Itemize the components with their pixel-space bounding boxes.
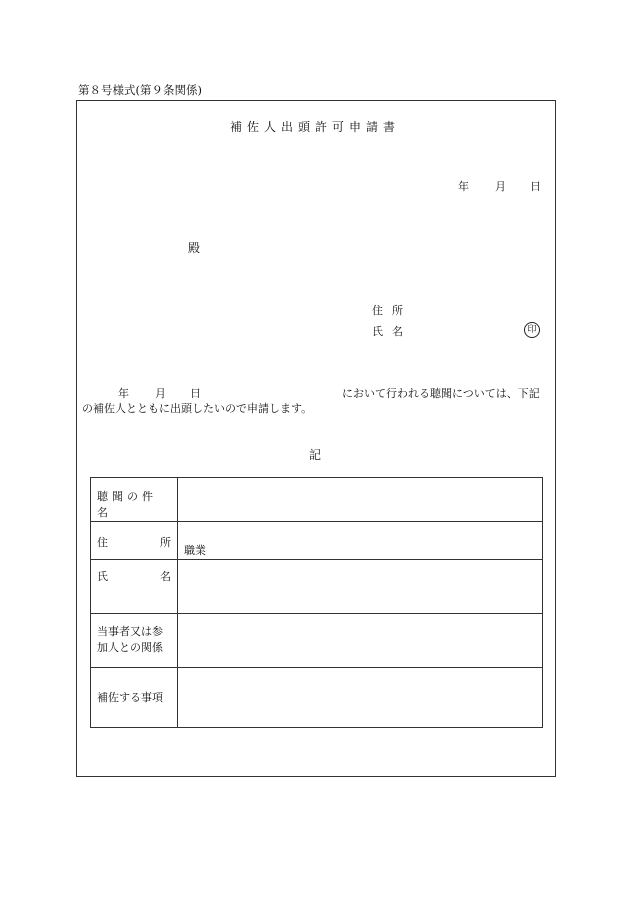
relation-label-line-2: 加人との関係 (97, 641, 163, 654)
date-month-label: 月 (495, 180, 506, 193)
address-label-char-2: 所 (160, 536, 171, 549)
details-table (90, 477, 543, 728)
address-label-char-1: 住 (97, 536, 108, 549)
seal-mark: 印 (524, 322, 540, 338)
occupation-label: 職業 (184, 544, 206, 557)
table-row-case-name (91, 478, 543, 522)
body-text-line-2: の補佐人とともに出頭したいので申請します。 (82, 402, 313, 415)
matters-value-cell[interactable] (178, 668, 543, 728)
body-text-line-1: において行われる聴聞については、下記 (342, 387, 540, 400)
case-name-label: 聴聞の件名 (97, 490, 157, 519)
case-name-value-cell[interactable] (178, 478, 543, 522)
relation-value-cell[interactable] (178, 614, 543, 668)
case-name-label-cell (91, 478, 178, 522)
name-label-char-2: 名 (160, 570, 171, 583)
table-row-name (91, 560, 543, 614)
name-label-cell (91, 560, 178, 614)
applicant-name-label: 氏名 (372, 325, 412, 338)
ki-heading: 記 (308, 448, 321, 462)
table-row-address (91, 522, 543, 560)
name-label-char-1: 氏 (97, 570, 108, 583)
applicant-address-label: 住所 (372, 304, 412, 317)
relation-label-line-1: 当事者又は参 (97, 625, 163, 638)
date-day-label: 日 (530, 180, 541, 193)
name-value-cell[interactable] (178, 544, 543, 614)
address-value-cell[interactable] (178, 522, 543, 560)
matters-label-cell (91, 668, 178, 728)
table-row-matters (91, 668, 543, 728)
addressee-suffix: 殿 (188, 241, 201, 255)
hearing-date-year-label: 年 (118, 387, 129, 400)
matters-label: 補佐する事項 (97, 691, 163, 704)
name-label (91, 568, 177, 584)
hearing-date-month-label: 月 (155, 387, 166, 400)
table-row-relation (91, 614, 543, 668)
relation-label-cell (91, 614, 178, 668)
date-year-label: 年 (458, 180, 469, 193)
form-number: 第８号様式(第９条関係) (78, 83, 202, 97)
address-label-cell (91, 522, 178, 560)
document-title: 補佐人出頭許可申請書 (229, 120, 400, 134)
hearing-date-day-label: 日 (190, 387, 201, 400)
address-label (91, 534, 177, 550)
